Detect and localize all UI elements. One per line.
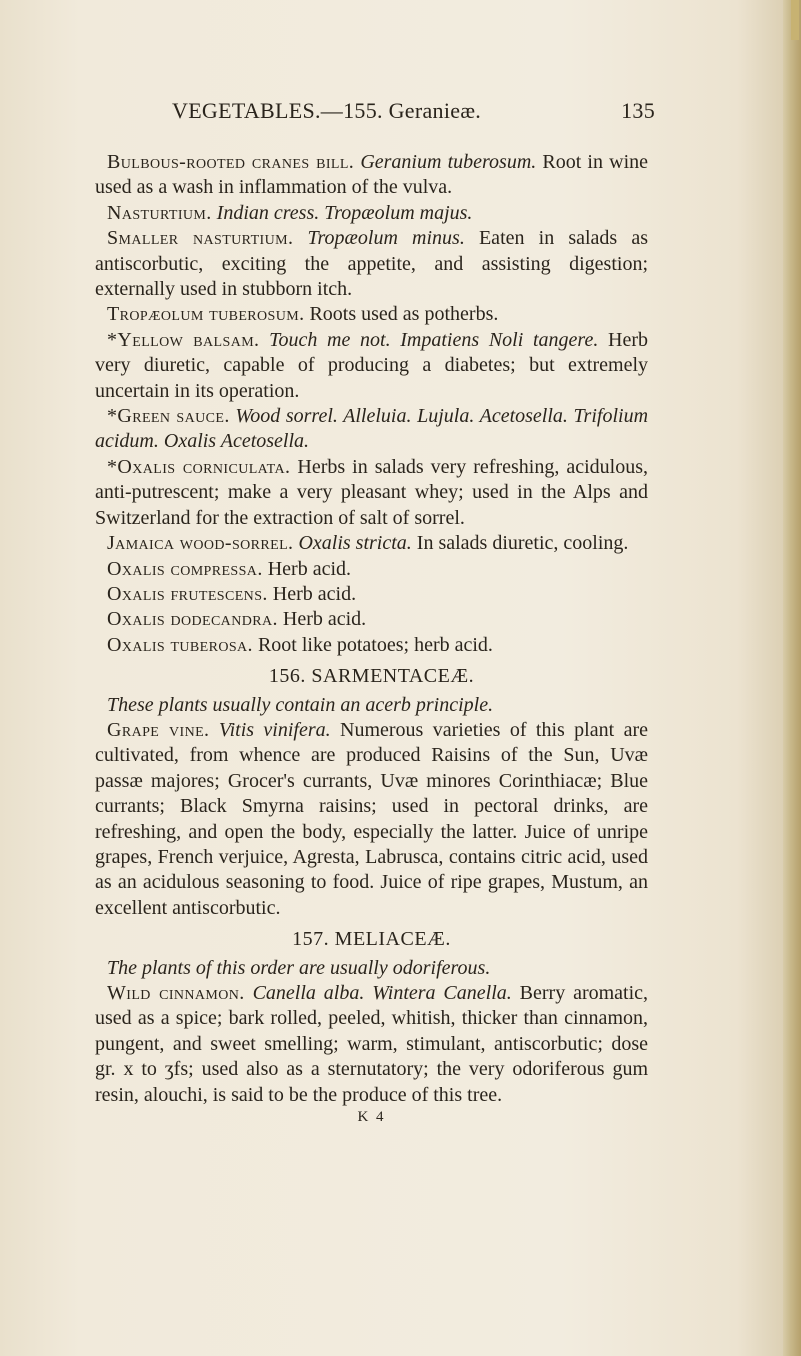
entry-text: Numerous varieties of this plant are cultivated, from whence are produced Raisins of the Sun, Uvæ passæ majores; Grocer's currants, Uvæ minores Corinthiacæ; Blue currants; Black Smyrna raisins; used in pectoral drinks, are refreshing, and open the body, especially the latter. Juice of unripe grapes, French verjuice, Agresta, Labrusca, contains citric acid, used as an acidulous seasoning to food. Juice of ripe grapes, Mustum, an excellent antiscorbutic. bbox=[95, 718, 648, 919]
entry-name: *Green sauce. bbox=[107, 405, 230, 428]
entry-text: Herb very diuretic, capable of producing a diabetes; but extremely uncertain in its operation. bbox=[95, 328, 648, 402]
entry bbox=[95, 633, 648, 658]
entry bbox=[95, 150, 648, 201]
entry-name: Tropæolum tuberosum. bbox=[107, 303, 305, 326]
entry bbox=[95, 226, 648, 302]
entry-text: Eaten in salads as antiscorbutic, exciting the appetite, and assisting digestion; externally used in stubborn itch. bbox=[95, 227, 649, 301]
entry-name: Jamaica wood-sorrel. bbox=[107, 532, 294, 555]
entry bbox=[95, 718, 648, 921]
entry-latin: Oxalis stricta. bbox=[298, 532, 412, 555]
entry-name: Nasturtium. bbox=[107, 201, 212, 224]
entry-latin: Wood sorrel. Alleluia. Lujula. Acetosella. Trifolium acidum. Oxalis Acetosella. bbox=[95, 405, 649, 453]
entry-latin: Touch me not. Impatiens Noli tangere. bbox=[269, 328, 599, 351]
entry-latin: Canella alba. Wintera Canella. bbox=[252, 982, 512, 1004]
entry-text: Herb acid. bbox=[272, 582, 357, 605]
entry-name: Grape vine. bbox=[107, 718, 210, 741]
body-text bbox=[95, 150, 648, 1130]
section-description: The plants of this order are usually odoriferous. bbox=[107, 956, 491, 979]
entry bbox=[95, 557, 648, 582]
running-title: VEGETABLES.—155. Geranieæ. bbox=[172, 98, 482, 123]
entry-text: Roots used as potherbs. bbox=[309, 303, 499, 326]
entry-name: Oxalis dodecandra. bbox=[107, 608, 278, 631]
entry bbox=[95, 531, 648, 556]
entry-latin: Vitis vinifera. bbox=[218, 718, 331, 741]
entry-name: Wild cinnamon. bbox=[107, 982, 245, 1004]
page-edge bbox=[783, 0, 801, 1356]
section-heading: 157. MELIACEÆ. bbox=[292, 928, 451, 951]
entry bbox=[95, 404, 648, 455]
entry-text: Herbs in salads very refreshing, acidulous, anti-putrescent; make a very pleasant whey; used in the Alps and Switzerland for the extraction of salt of sorrel. bbox=[95, 455, 648, 529]
entry-name: Bulbous-rooted cranes bill. bbox=[107, 151, 355, 173]
entry-latin: Tropæolum minus. bbox=[307, 227, 465, 250]
entry-text: Herb acid. bbox=[282, 608, 367, 631]
entry bbox=[95, 607, 648, 632]
entry-name: Smaller nasturtium. bbox=[107, 227, 294, 250]
entry-name: *Yellow balsam. bbox=[107, 328, 260, 351]
entry bbox=[95, 455, 648, 531]
printer-signature: K 4 bbox=[357, 1109, 386, 1126]
section-heading: 156. SARMENTACEÆ. bbox=[268, 665, 475, 688]
entry-latin: Indian cress. Tropæolum majus. bbox=[216, 201, 473, 224]
entry-name: Oxalis tuberosa. bbox=[107, 633, 253, 656]
entry-name: *Oxalis corniculata. bbox=[107, 455, 291, 478]
entry bbox=[95, 328, 648, 404]
entry-text: Herb acid. bbox=[267, 557, 352, 580]
entry-latin: Geranium tuberosum. bbox=[360, 151, 537, 173]
section-description: These plants usually contain an acerb principle. bbox=[107, 693, 494, 716]
entry-text: Berry aromatic, used as a spice; bark rolled, peeled, whitish, thicker than cinnamon, pungent, and sweet smelling; warm, stimulant, antiscorbutic; dose gr. x to ʒfs; used also as a sternutatory; the very odoriferous gum resin, alouchi, is said to be the produce of this tree. bbox=[95, 982, 649, 1106]
entry bbox=[95, 201, 648, 226]
entry-name: Oxalis frutescens. bbox=[107, 582, 268, 605]
page-number: 135 bbox=[621, 98, 655, 123]
entry-text: In salads diuretic, cooling. bbox=[416, 532, 629, 555]
entry-name: Oxalis compressa. bbox=[107, 557, 263, 580]
entry-text: Root in wine used as a wash in inflammation of the vulva. bbox=[95, 151, 648, 199]
entry-text: Root like potatoes; herb acid. bbox=[257, 633, 493, 656]
entry bbox=[95, 302, 648, 327]
page-edge-mark bbox=[791, 0, 799, 40]
entry bbox=[95, 981, 648, 1108]
running-header bbox=[172, 98, 655, 134]
entry bbox=[95, 582, 648, 607]
